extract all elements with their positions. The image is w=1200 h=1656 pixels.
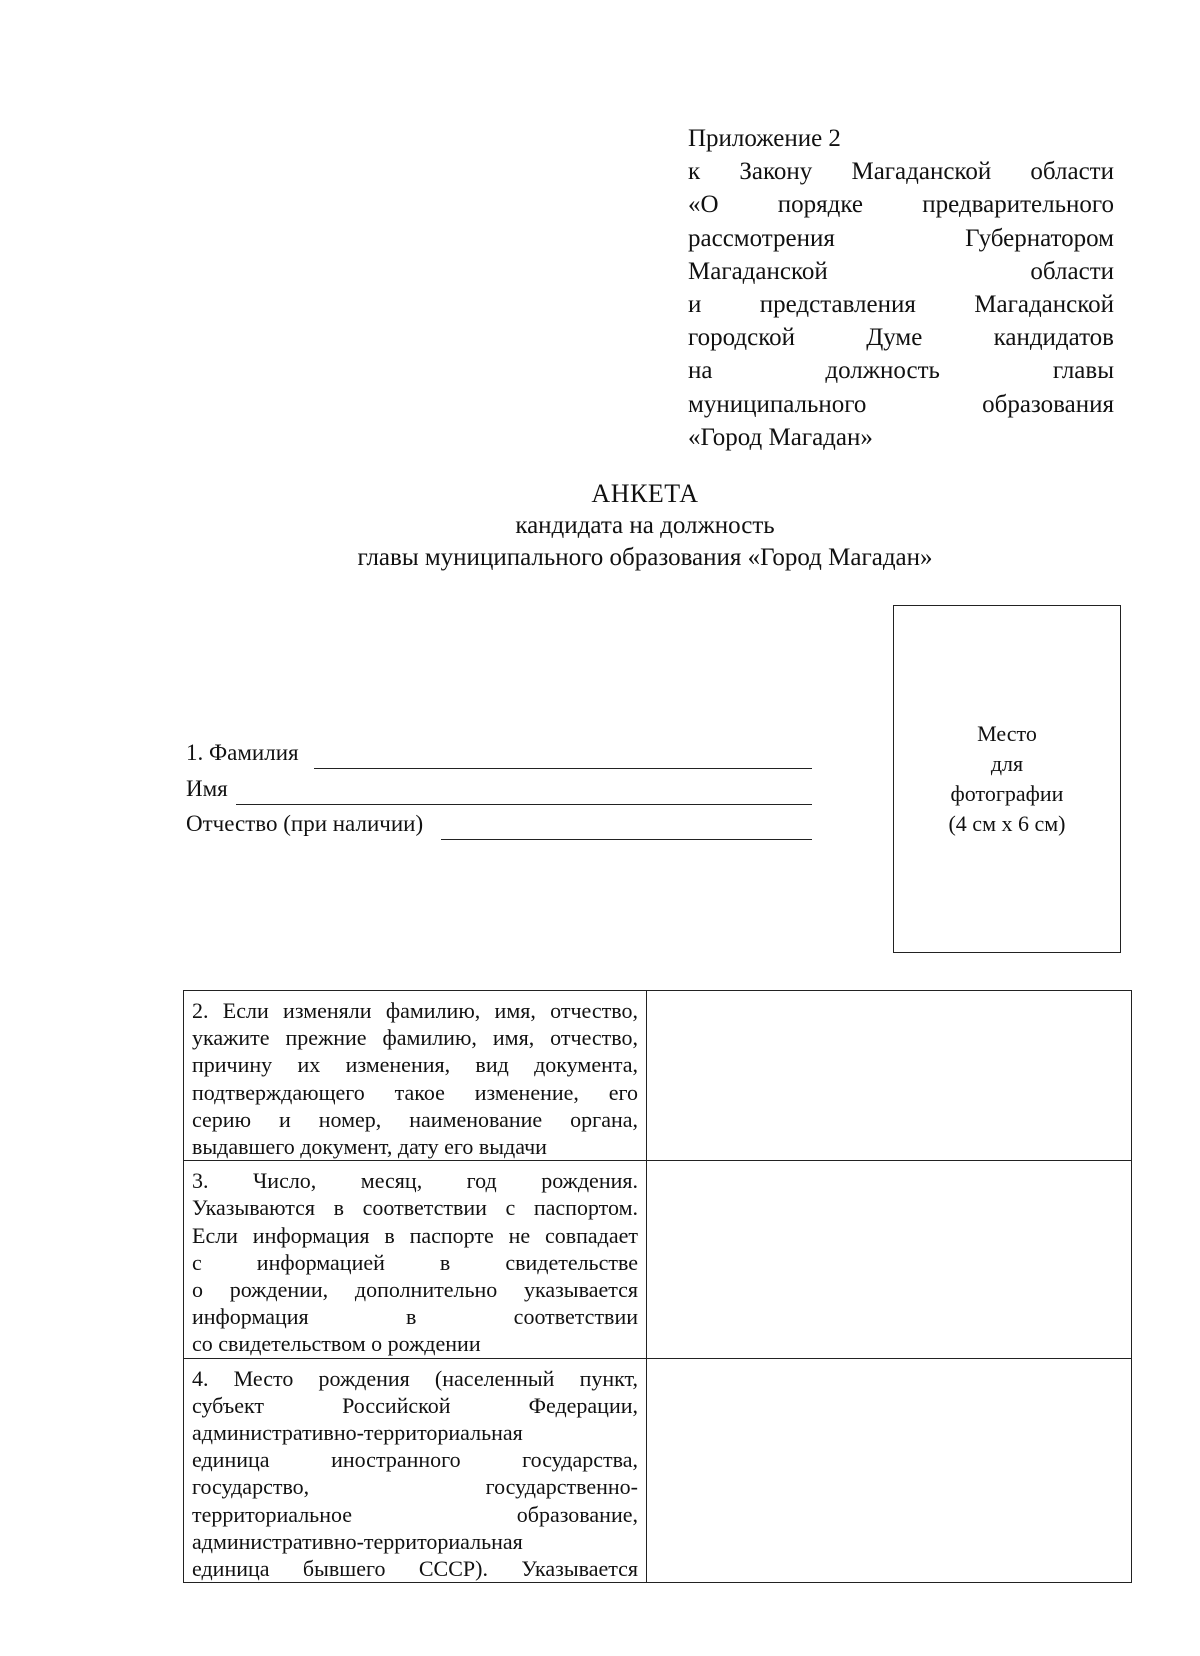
question-line: серию и номер, наименование органа, [192, 1106, 638, 1132]
first-name-field[interactable] [236, 804, 812, 805]
surname-label: 1. Фамилия [186, 740, 299, 765]
photo-caption-line: для [990, 751, 1024, 776]
question-cell [184, 1161, 647, 1358]
answer-cell[interactable] [647, 991, 1132, 1161]
appendix-line: на должность главы [688, 357, 1114, 385]
patronymic-field[interactable] [441, 839, 812, 840]
photo-placeholder [893, 605, 1121, 953]
question-line: государство, государственно- [192, 1474, 638, 1500]
appendix-note [688, 122, 1114, 454]
appendix-line: к Закону Магаданской области [688, 158, 1114, 186]
question-line: территориальное образование, [192, 1501, 638, 1527]
appendix-line: городской Думе кандидатов [688, 324, 1114, 352]
answer-cell[interactable] [647, 1161, 1132, 1358]
first-name-label: Имя [186, 776, 228, 801]
surname-field[interactable] [314, 768, 812, 769]
photo-caption-line: (4 см х 6 см) [948, 811, 1066, 836]
question-line: Если информация в паспорте не совпадает [192, 1222, 638, 1248]
question-line: единица иностранного государства, [192, 1447, 638, 1473]
question-line: 2. Если изменяли фамилию, имя, отчество, [192, 998, 638, 1023]
document-title: АНКЕТА [591, 479, 699, 508]
document-subtitle-line-1: кандидата на должность [515, 512, 775, 539]
photo-caption-line: фотографии [950, 781, 1064, 806]
question-line: подтверждающего такое изменение, его [192, 1079, 638, 1105]
photo-caption-line: Место [977, 721, 1037, 746]
question-line: 4. Место рождения (населенный пункт, [192, 1365, 638, 1391]
answer-cell[interactable] [647, 1358, 1132, 1583]
question-line: о рождении, дополнительно указывается [192, 1277, 638, 1303]
table-row [184, 1358, 1132, 1583]
table-row [184, 991, 1132, 1161]
question-line: с информацией в свидетельстве [192, 1249, 638, 1275]
question-line: субъект Российской Федерации, [192, 1392, 638, 1418]
patronymic-label: Отчество (при наличии) [186, 811, 424, 836]
question-line: административно-территориальная [192, 1528, 523, 1554]
question-line: информация в соответствии [192, 1304, 638, 1330]
appendix-line: муниципального образования [688, 390, 1114, 418]
question-cell [184, 991, 647, 1161]
question-line: причину их изменения, вид документа, [192, 1052, 638, 1078]
appendix-line: Магаданской области [688, 257, 1114, 285]
table-row [184, 1161, 1132, 1358]
question-cell [184, 1358, 647, 1583]
question-line: 3. Число, месяц, год рождения. [192, 1168, 638, 1194]
photo-caption [912, 719, 1102, 839]
document-subtitle-line-2: главы муниципального образования «Город Магадан» [357, 544, 933, 571]
question-line: Указываются в соответствии с паспортом. [192, 1195, 638, 1221]
question-line: со свидетельством о рождении [192, 1331, 481, 1357]
question-line: единица бывшего СССР). Указывается [192, 1556, 638, 1582]
document-heading [0, 478, 1200, 574]
appendix-line: «О порядке предварительного [688, 191, 1114, 219]
question-line: выдавшего документ, дату его выдачи [192, 1134, 547, 1160]
appendix-line: рассмотрения Губернатором [688, 224, 1114, 252]
appendix-line: и представления Магаданской [688, 291, 1114, 319]
appendix-line: «Город Магадан» [688, 423, 873, 451]
question-line: укажите прежние фамилию, имя, отчество, [192, 1025, 638, 1051]
question-line: административно-территориальная [192, 1420, 523, 1446]
appendix-line: Приложение 2 [688, 125, 841, 152]
questionnaire-table [183, 990, 1132, 1583]
